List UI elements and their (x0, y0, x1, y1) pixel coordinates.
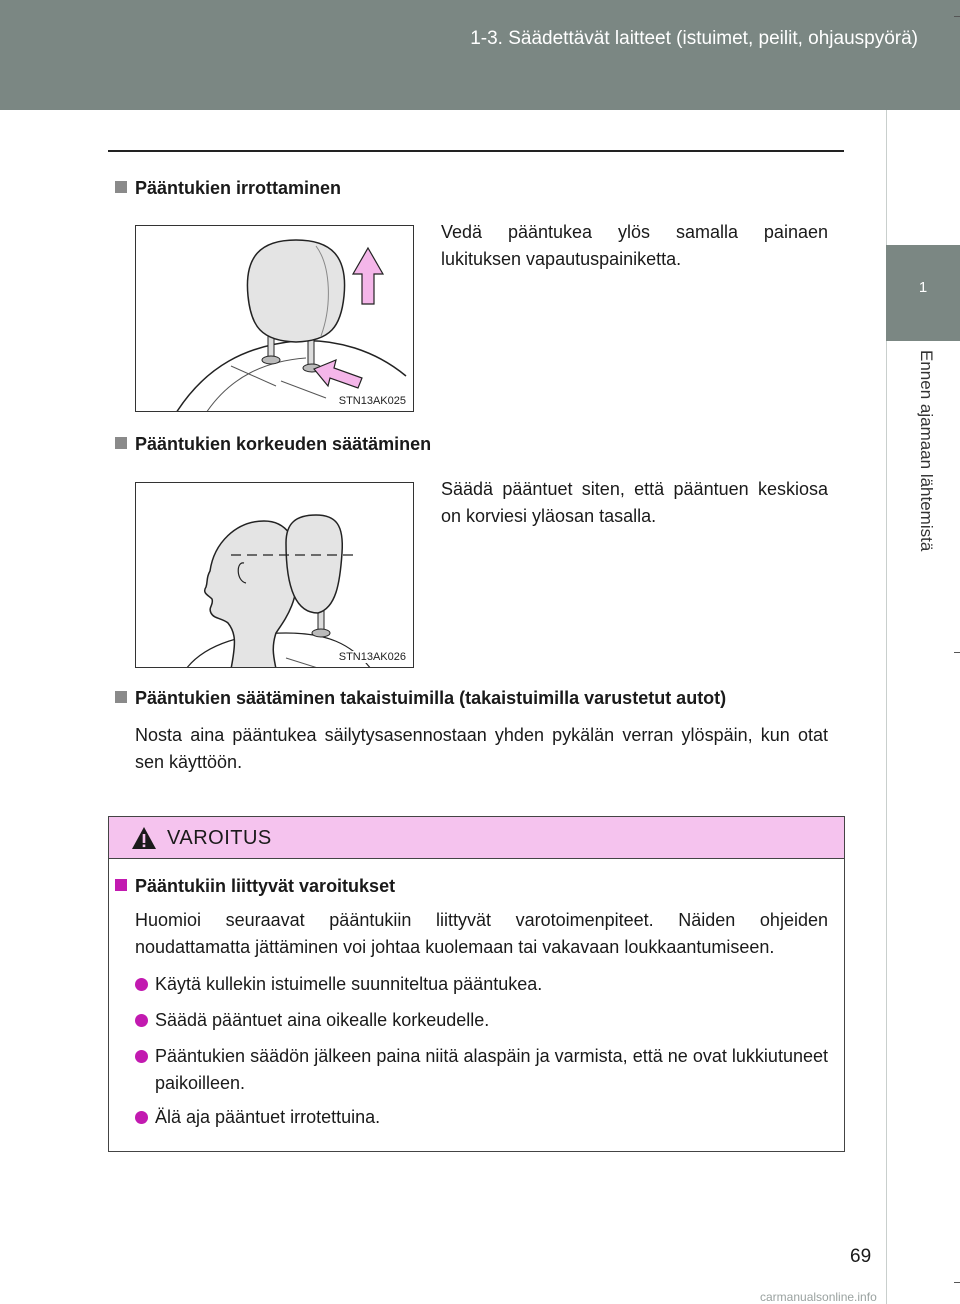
section-heading: Pääntukien korkeuden säätäminen (115, 434, 431, 455)
section-text: Säädä pääntuet siten, että pääntuen keskiosa on korviesi yläosan tasalla. (441, 479, 828, 526)
edge-tick (954, 1282, 960, 1283)
headrest-removal-illustration (136, 226, 414, 412)
square-bullet-icon (115, 691, 127, 703)
warning-triangle-icon (131, 826, 157, 850)
warning-bullet: Älä aja pääntuet irrotettuina. (135, 1104, 828, 1131)
warning-box (108, 816, 845, 1152)
warning-bullet: Säädä pääntuet aina oikealle korkeudelle. (135, 1007, 828, 1034)
warning-header (109, 817, 844, 859)
side-tab-label: Ennen ajamaan lähtemistä (917, 350, 936, 552)
square-bullet-icon (115, 879, 127, 891)
page-number: 69 (850, 1246, 872, 1267)
bullet-dot-icon (135, 1050, 148, 1063)
headrest-height-illustration (136, 483, 414, 668)
section-text: Vedä pääntukea ylös samalla painaen lukituksen vapautuspainiketta. (441, 222, 828, 269)
warning-title: VAROITUS (167, 827, 272, 849)
warning-bullet: Käytä kullekin istuimelle suunniteltua pääntukea. (135, 971, 828, 998)
chapter-title: 1-3. Säädettävät laitteet (istuimet, peilit, ohjauspyörä) (470, 28, 918, 49)
header-bar (0, 0, 960, 110)
headrest-height-figure (135, 482, 414, 668)
bullet-dot-icon (135, 978, 148, 991)
edge-tick (954, 16, 960, 17)
warning-subheading: Pääntukiin liittyvät varoitukset (115, 876, 395, 897)
top-rule (108, 150, 844, 152)
section-heading: Pääntukien säätäminen takaistuimilla (takaistuimilla varustetut autot) (115, 688, 726, 709)
warning-bullet: Pääntukien säädön jälkeen paina niitä alaspäin ja varmista, että ne ovat lukkiutuneet paikoilleen. (135, 1043, 828, 1097)
side-tab-number: 1 (918, 279, 928, 296)
figure-code: STN13AK026 (338, 651, 406, 663)
warning-intro: Huomioi seuraavat pääntukiin liittyvät varotoimenpiteet. Näiden ohjeiden noudattamatta jättäminen voi johtaa kuolemaan tai vakavaan loukkaantumiseen. (135, 910, 828, 957)
watermark: carmanualsonline.info (760, 1290, 877, 1304)
bullet-dot-icon (135, 1111, 148, 1124)
bullet-dot-icon (135, 1014, 148, 1027)
headrest-removal-figure (135, 225, 414, 412)
square-bullet-icon (115, 437, 127, 449)
square-bullet-icon (115, 181, 127, 193)
section-heading: Pääntukien irrottaminen (115, 178, 341, 199)
side-tab (886, 245, 960, 341)
figure-code: STN13AK025 (338, 395, 406, 407)
edge-tick (954, 652, 960, 653)
section-text: Nosta aina pääntukea säilytysasennostaan yhden pykälän verran ylöspäin, kun otat sen käyttöön. (135, 725, 828, 772)
